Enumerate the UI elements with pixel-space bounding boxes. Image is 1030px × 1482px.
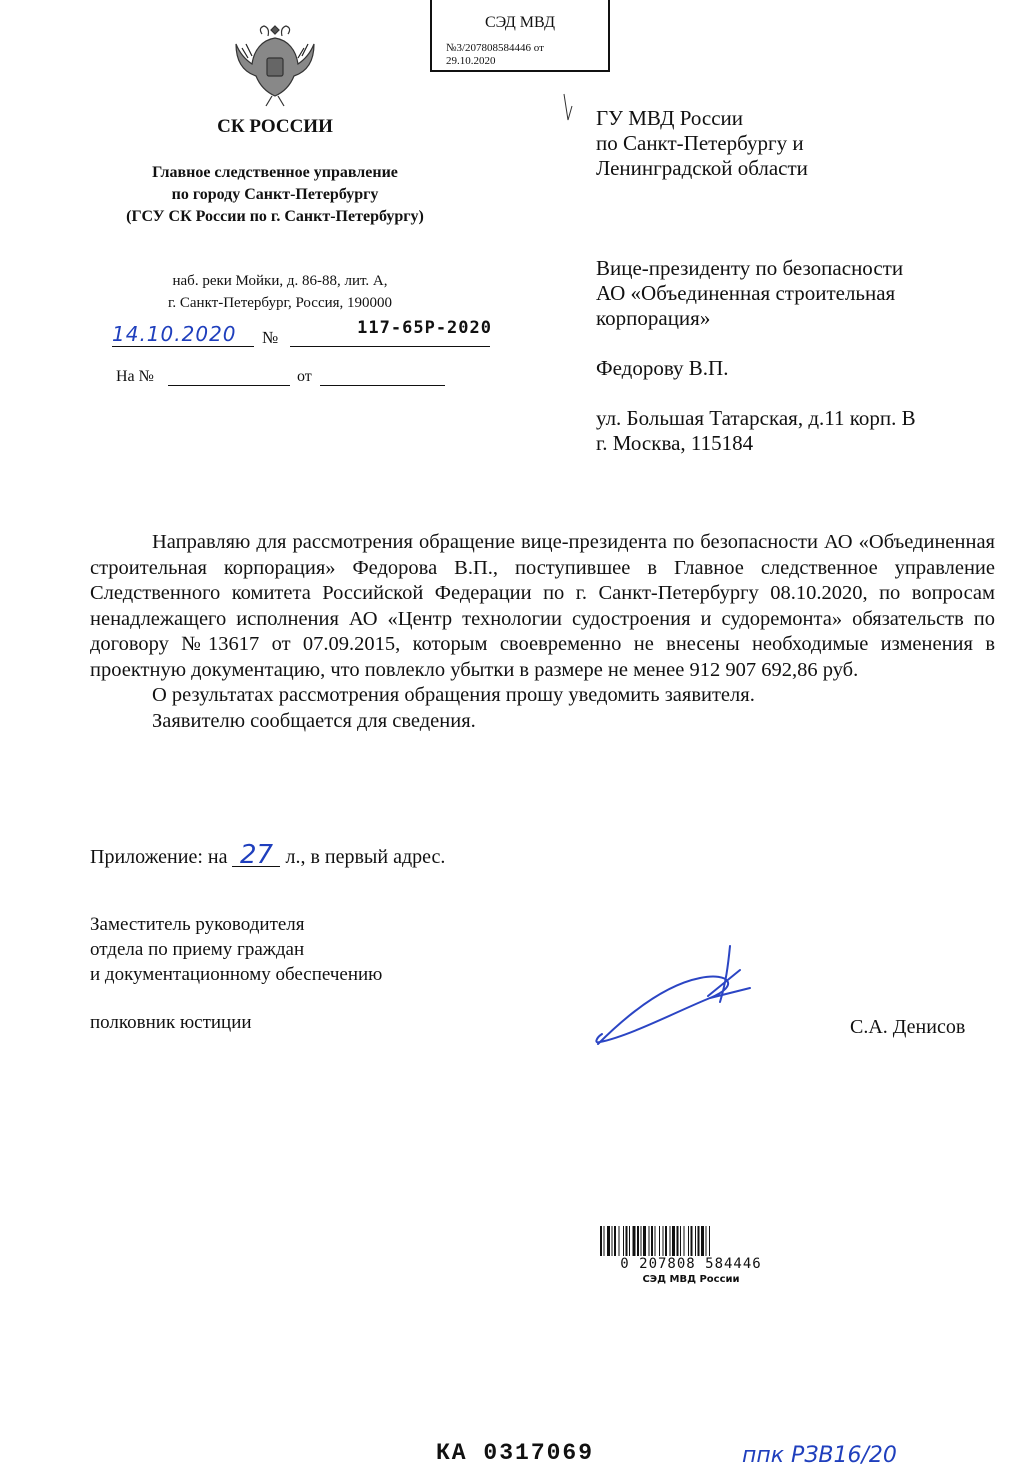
- recipient-address-line: ул. Большая Татарская, д.11 корп. В: [596, 406, 916, 430]
- barcode-bar: [629, 1226, 630, 1260]
- reference-label: На №: [116, 368, 154, 385]
- sender-org-line: по городу Санкт-Петербургу: [171, 186, 379, 203]
- barcode-bar: [672, 1226, 675, 1260]
- sender-org-line: (ГСУ СК России по г. Санкт-Петербургу): [126, 208, 424, 225]
- registration-date-handwritten: 14.10.2020: [112, 322, 237, 346]
- barcode-bar: [619, 1226, 620, 1260]
- recipient-position-line: корпорация»: [596, 306, 711, 330]
- barcode-bar: [637, 1226, 639, 1260]
- barcode-number: 0 207808 584446: [596, 1256, 786, 1272]
- barcode-bar: [633, 1226, 636, 1260]
- recipient-org-line: по Санкт-Петербургу и: [596, 131, 804, 155]
- date-underline: [112, 346, 254, 347]
- recipient-org-line: ГУ МВД России: [596, 106, 744, 130]
- registration-number: 117-65Р-2020: [357, 318, 492, 338]
- barcode-bar: [691, 1226, 693, 1260]
- stamp-number-text: №3/207808584446 от: [446, 42, 544, 54]
- handwritten-note: [738, 1424, 918, 1476]
- barcode-bar: [651, 1226, 653, 1260]
- handwritten-note-text: ппк РЗВ16/20: [742, 1443, 897, 1468]
- stamp-title: СЭД МВД: [484, 14, 555, 31]
- body-paragraph: О результатах рассмотрения обращения прошу уведомить заявителя.: [152, 684, 755, 706]
- signatory-position-line: Заместитель руководителя: [90, 914, 305, 935]
- barcode-bar: [709, 1226, 710, 1260]
- barcode-caption: СЭД МВД России: [642, 1274, 740, 1285]
- sender-organization: [60, 162, 490, 228]
- barcode-bar: [684, 1226, 685, 1260]
- registration-stamp: [430, 0, 610, 72]
- signatory-rank: полковник юстиции: [90, 1012, 252, 1033]
- stamp-number: [446, 42, 544, 68]
- recipient-position-line: Вице-президенту по безопасности: [596, 256, 904, 280]
- barcode-bar: [614, 1226, 616, 1260]
- barcode-bar: [649, 1226, 650, 1260]
- handwritten-signature: [590, 926, 770, 1052]
- barcode-bar: [641, 1226, 642, 1260]
- barcode-bar: [680, 1226, 681, 1260]
- agency-title: СК РОССИИ: [217, 116, 333, 137]
- signatory-name: С.А. Денисов: [850, 1016, 966, 1038]
- body-paragraph: Заявителю сообщается для сведения.: [152, 709, 476, 732]
- barcode-bar: [677, 1226, 679, 1260]
- recipient-address: [596, 406, 1016, 456]
- recipient-organization: [596, 106, 996, 181]
- attachment-line: [90, 840, 446, 870]
- recipient-position-line: АО «Объединенная строительная: [596, 281, 896, 305]
- signatory-position-line: отдела по приему граждан: [90, 939, 305, 960]
- barcode-bar: [655, 1226, 656, 1260]
- signatory-position-line: и документационному обеспечению: [90, 964, 383, 985]
- barcode-bar: [695, 1226, 696, 1260]
- barcode-bar: [612, 1226, 613, 1260]
- attachment-prefix: Приложение: на: [90, 846, 228, 868]
- barcode-bar: [688, 1226, 689, 1260]
- barcode-bar: [706, 1226, 707, 1260]
- barcode-bar: [701, 1226, 704, 1260]
- barcode-bar: [659, 1226, 660, 1260]
- sender-address-line: наб. реки Мойки, д. 86-88, лит. А,: [172, 273, 388, 289]
- barcode-bar: [643, 1226, 646, 1260]
- sender-org-line: Главное следственное управление: [152, 164, 398, 181]
- barcode-bar: [670, 1226, 671, 1260]
- body-paragraph: Направляю для рассмотрения обращение вице-президента по безопасности АО «Объединенная строительная корпорация» Федорова В.П., поступившее в Главное следственное управление Следственного комитета Российской Федерации по г. Санкт-Петербургу 08.10.2020, по вопросам ненадлежащего исполнения АО «Центр технологии судостроения и судоремонта» обязательств по договору №13617 от 07.09.2015, которым своевременно не внесены необходимые изменения в проектную документацию, что повлекло убытки в размере не менее 912 907 692,86 руб.: [90, 531, 995, 681]
- sender-address-line: г. Санкт-Петербург, Россия, 190000: [167, 295, 393, 311]
- barcode-bar: [626, 1226, 628, 1260]
- form-serial-number: КА 0317069: [436, 1440, 595, 1466]
- barcode-bar: [665, 1226, 667, 1260]
- barcode-bar: [607, 1226, 610, 1260]
- recipient-position: [596, 256, 996, 331]
- reference-date-label: от: [297, 368, 312, 385]
- signatory-position: [90, 912, 510, 987]
- check-mark-icon: [562, 92, 574, 122]
- recipient-org-line: Ленинградской области: [596, 156, 808, 180]
- recipient-address-line: г. Москва, 115184: [596, 431, 754, 455]
- letter-body: [90, 530, 995, 734]
- reference-number-line: [168, 385, 290, 386]
- reference-date-line: [320, 385, 445, 386]
- number-underline: [290, 346, 490, 347]
- barcode-bar: [604, 1226, 605, 1260]
- recipient-name: Федорову В.П.: [596, 356, 729, 380]
- attachment-suffix: л., в первый адрес.: [285, 846, 446, 868]
- attachment-pages-handwritten: 27: [232, 844, 280, 867]
- sender-address: [80, 270, 480, 314]
- barcode-bar: [698, 1226, 700, 1260]
- number-sign: №: [262, 328, 279, 347]
- barcode-bar: [623, 1226, 624, 1260]
- barcode-bar: [663, 1226, 664, 1260]
- stamp-date: 29.10.2020: [446, 55, 496, 67]
- barcode-bar: [600, 1226, 602, 1260]
- coat-of-arms-icon: [232, 20, 318, 108]
